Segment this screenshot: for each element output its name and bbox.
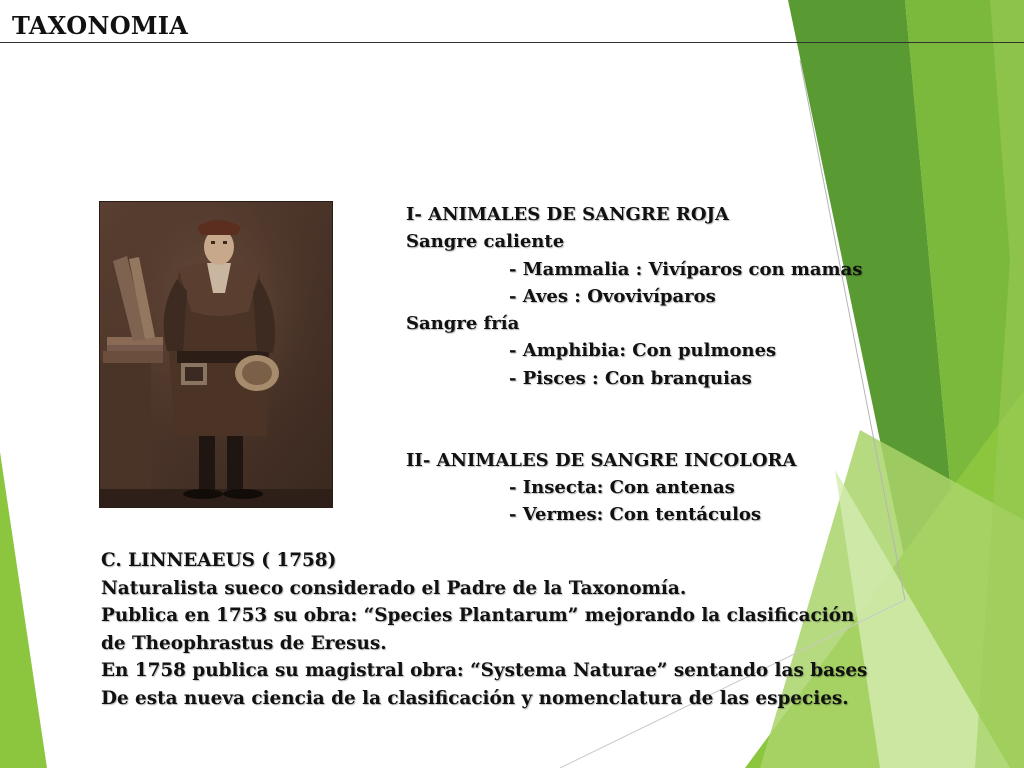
- bio-heading: C. LINNEAEUS ( 1758): [101, 550, 337, 571]
- group2-heading: II- ANIMALES DE SANGRE INCOLORA: [406, 449, 797, 471]
- classification-list: [406, 201, 862, 529]
- slide-title: TAXONOMIA: [12, 11, 189, 40]
- bio-line: De esta nueva ciencia de la clasificación y nomenclatura de las especies.: [101, 687, 849, 709]
- title-underline: [0, 42, 1024, 43]
- group1-heading: I- ANIMALES DE SANGRE ROJA: [406, 204, 729, 225]
- list-item: - Amphibia: Con pulmones: [509, 340, 777, 362]
- linnaeus-bio: [101, 547, 867, 713]
- bio-line: En 1758 publica su magistral obra: “Systema Naturae” sentando las bases: [101, 660, 868, 682]
- warm-blood-label: Sangre caliente: [406, 231, 565, 253]
- list-item: - Aves : Ovovivíparos: [509, 285, 716, 307]
- list-item: - Pisces : Con branquias: [509, 367, 752, 389]
- linnaeus-portrait: [99, 201, 333, 508]
- bio-line: Naturalista sueco considerado el Padre de la Taxonomía.: [101, 577, 687, 599]
- bio-line: Publica en 1753 su obra: “Species Plantarum” mejorando la clasificación: [101, 605, 855, 627]
- bio-line: de Theophrastus de Eresus.: [101, 632, 387, 654]
- list-item: - Insecta: Con antenas: [509, 476, 735, 498]
- list-item: - Mammalia : Vivíparos con mamas: [509, 258, 863, 280]
- cold-blood-label: Sangre fría: [406, 313, 520, 335]
- left-green-triangle: [0, 452, 47, 768]
- spacer: [406, 392, 862, 419]
- spacer: [406, 419, 862, 446]
- list-item: - Vermes: Con tentáculos: [509, 504, 762, 526]
